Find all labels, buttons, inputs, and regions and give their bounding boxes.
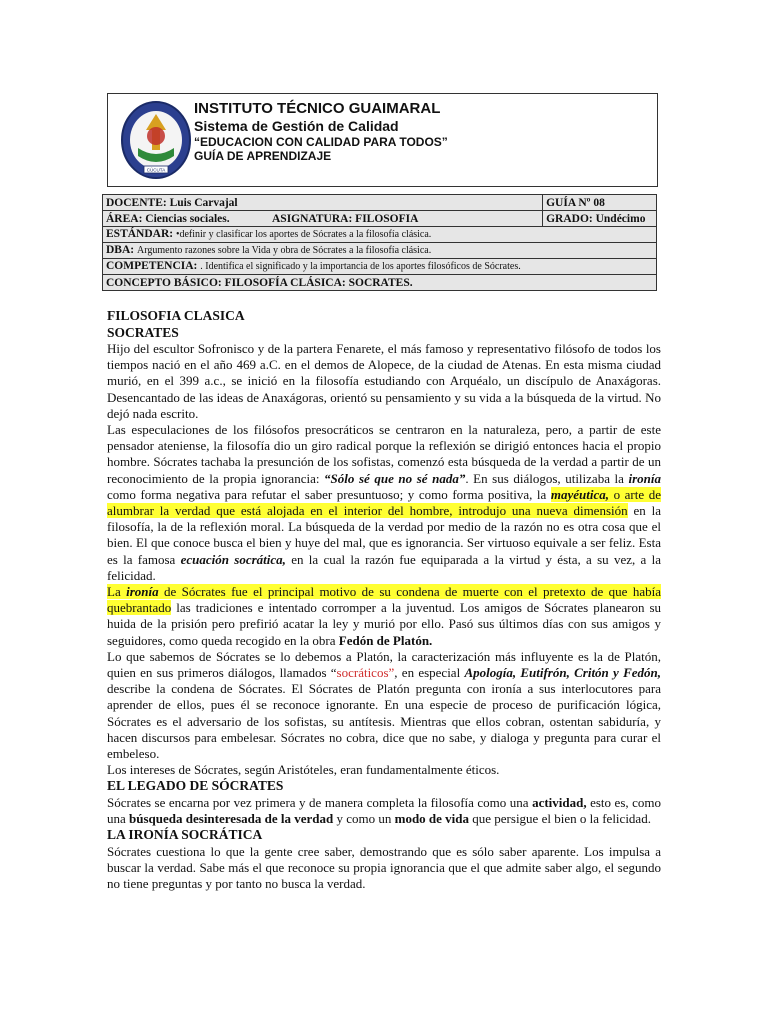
dba-label: DBA: [106,244,135,256]
competencia-value: . Identifica el significado y la importancia de los aportes filosóficos de Sócrates. [200,261,521,272]
p6-text-d: que persigue el bien o la felicidad. [469,811,651,827]
header-titles [194,100,448,163]
guia-label: GUÍA Nº [546,196,591,209]
estandar-label: ESTÁNDAR: [106,228,174,240]
document-type: GUÍA DE APRENDIZAJE [194,149,332,163]
docente-row [103,195,657,211]
paragraph-intereses: Los intereses de Sócrates, según Aristóteles, eran fundamentalmente éticos. [107,762,500,778]
term-mayeutica: mayéutica, [550,486,610,502]
p2-text-e: en la cual la razón fue equiparada a la virtud y ésta, a su vez, a la felicidad. [107,551,661,583]
concepto-value: FILOSOFÍA CLÁSICA: SOCRATES. [224,276,413,289]
institution-name: INSTITUTO TÉCNICO GUAIMARAL [194,100,441,117]
logo-bottom-text: CÚCUTA [146,167,166,173]
docente-label: DOCENTE: [106,196,167,209]
institution-logo [120,100,192,180]
heading-legado: EL LEGADO DE SÓCRATES [107,778,284,794]
p6-text-c: y como un [333,811,395,827]
header-box [107,93,658,187]
paragraph-condena [107,584,661,649]
grado-label: GRADO: [546,212,593,225]
p2-text-a: Las especulaciones de los filósofos presocráticos se centraron en la naturaleza, pero, a partir de este pensador ateniense, la filosofía dio un giro radical porque la reflexión se dirigió entonces hacia el propio hombre. Sócrates tachaba la presunción de los sofistas, comenzó esta búsqueda de la verdad a partir de un reconocimiento de la propia ignorancia: [107,422,661,486]
p6-text-a: Sócrates se encarna por vez primera y de manera completa la filosofía como una [107,794,533,810]
guia-value: 08 [593,196,605,209]
p3-text-c: las tradiciones e intentado corromper a la juventud. Los amigos de Sócrates planearon su huida de la prisión pero prefirió acatar la ley y murió por ello. Pasó sus últimos días con sus amigos y seguidores, como queda recogido en la obra [107,600,661,648]
term-ironia: ironía [628,470,661,486]
docente-value: Luis Carvajal [169,196,238,209]
p4-text-a: Lo que sabemos de Sócrates se lo debemos a Platón, la caracterización más influyente es la de Platón, quien en sus primeros diálogos, llamados “ [107,648,661,681]
info-table [102,194,657,291]
area-value: Ciencias sociales. [145,212,230,225]
p2-text-b: . En sus diálogos, utilizaba la [465,470,629,486]
concepto-row [103,275,657,291]
p6-text-b: esto es, como una [107,794,662,827]
term-busqueda: búsqueda desinteresada de la verdad [129,811,334,827]
dba-row [103,243,657,259]
grado-value: Undécimo [595,212,646,225]
asignatura-value: FILOSOFIA [355,212,419,225]
term-modo-de-vida: modo de vida [394,811,470,827]
paragraph-presocraticos [107,422,661,584]
term-works: Apología, Eutifrón, Critón y Fedón, [464,665,661,681]
estandar-row [103,227,657,243]
asignatura-label: ASIGNATURA: [272,212,353,225]
p2-highlight: o arte de alumbrar la verdad que está alojada en el interior del hombre, introdujo una nueva dimensión [107,486,661,519]
p2-text-c: como forma negativa para refutar el saber presuntuoso; y como forma positiva, la [107,486,551,502]
body-text [107,308,661,893]
term-ecuacion-socratica: ecuación socrática, [180,551,286,567]
heading-socrates: SOCRATES [107,324,179,340]
concepto-label: CONCEPTO BÁSICO: [106,276,222,289]
motto: “EDUCACION CON CALIDAD PARA TODOS” [194,135,448,149]
estandar-value: •definir y clasificar los aportes de Sócrates a la filosofía clásica. [175,229,432,240]
term-fedon-de-platon: Fedón de Platón. [338,632,433,648]
p2-text-d: en la filosofía, la de la reflexión moral. La búsqueda de la verdad por medio de la razón no es otra cosa que el bien. El que conoce busca el bien y huye del mal, que es ignorancia. Ser virtuoso equivale a ser feliz. Esta es la famosa [107,503,661,567]
p4-text-b: , en especial [394,665,465,681]
competencia-label: COMPETENCIA: [106,260,198,272]
quote-solo-se: “Sólo sé que no sé nada” [324,470,466,486]
paragraph-ironia: Sócrates cuestiona lo que la gente cree saber, demostrando que es sólo saber aparente. Los impulsa a buscar la verdad. Sabe más el que reconoce su propia ignorancia que el que admite saber algo, el segundo no tiene preguntas y por tanto no busca la verdad. [107,843,661,892]
competencia-row [103,259,657,275]
quality-system: Sistema de Gestión de Calidad [194,118,399,134]
area-label: ÁREA: [106,212,143,225]
term-actividad: actividad, [532,794,587,810]
p3-highlight-a: La [107,584,127,600]
p3-highlight-b: de Sócrates fue el principal motivo de su condena de muerte con el pretexto de que había quebrantado [107,584,661,616]
p4-text-c: describe la condena de Sócrates. El Sócrates de Platón pregunta con ironía a sus interlocutores para aprender de ellos, pues él se reconoce ignorante. En una especie de proceso de purificación lógica, Sócrates es el adversario de los sofistas, su antítesis. Mientras que ellos cobran, ostentan sabiduría, y hacen discursos para embelesar. Sócrates no cobra, dice que no sabe, y dialoga y pregunta para curar el embeleso. [107,681,661,762]
paragraph-biography: Hijo del escultor Sofronisco y de la partera Fenarete, el más famoso y representativo filósofo de todos los tiempos nació en el año 469 a.C. en el demos de Alopece, de la ciudad de Atenas. En esta misma ciudad murió, en el 399 a.c., se inició en la filosofía estudiando con Arquéalo, un discípulo de Anaxágoras. Desencantado de las ideas de Anaxágoras, orientó su pensamiento y su vida a la búsqueda de la virtud. No dejó nada escrito. [107,341,661,421]
dba-value: Argumento razones sobre la Vida y obra de Sócrates a la filosofía clásica. [137,245,432,256]
term-socraticos: socráticos” [336,665,395,681]
heading-ironia-socratica: LA IRONÍA SOCRÁTICA [107,827,263,843]
heading-filosofia-clasica: FILOSOFIA CLASICA [107,308,245,323]
paragraph-legado [107,795,661,827]
paragraph-platon [107,649,661,762]
term-ironia-2: ironía [126,584,159,600]
area-row [103,211,657,227]
